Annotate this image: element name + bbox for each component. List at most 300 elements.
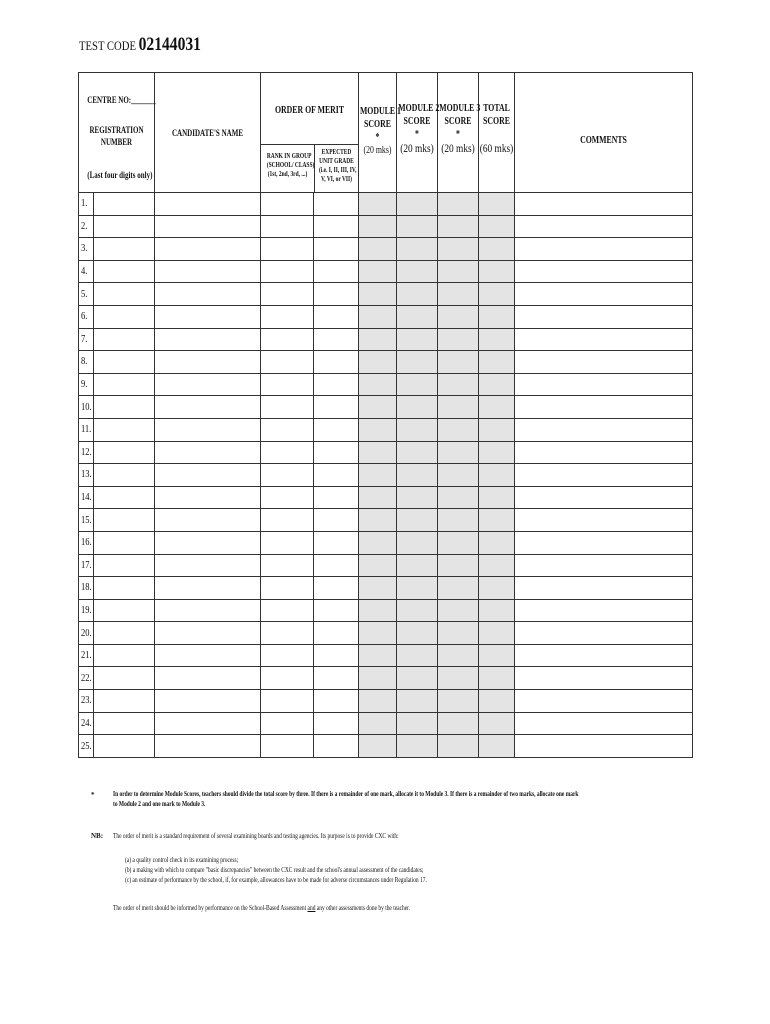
comments-cell[interactable] <box>515 531 693 554</box>
order-of-merit-table <box>78 72 693 758</box>
module-3-cell[interactable] <box>438 193 479 216</box>
module-1-cell[interactable] <box>359 644 397 667</box>
registration-cell[interactable] <box>94 531 155 554</box>
module-1-cell[interactable] <box>359 238 397 261</box>
row-number <box>79 486 94 509</box>
module-2-cell[interactable] <box>397 712 438 735</box>
expected-grade-cell[interactable] <box>314 373 359 396</box>
registration-cell[interactable] <box>94 396 155 419</box>
total-score-cell[interactable] <box>479 509 515 532</box>
comments-cell[interactable] <box>515 622 693 645</box>
module-1-cell[interactable] <box>359 260 397 283</box>
total-score-cell[interactable] <box>479 328 515 351</box>
module-3-cell[interactable] <box>438 735 479 758</box>
table-row <box>79 396 693 419</box>
module-2-cell[interactable] <box>397 554 438 577</box>
rank-cell[interactable] <box>261 531 314 554</box>
candidate-name-cell[interactable] <box>155 622 261 645</box>
expected-grade-cell[interactable] <box>314 215 359 238</box>
table-row <box>79 735 693 758</box>
comments-cell[interactable] <box>515 193 693 216</box>
row-number-label: 20. <box>81 627 92 639</box>
rank-cell[interactable] <box>261 373 314 396</box>
order-of-merit-label: ORDER OF MERIT <box>274 105 345 116</box>
rank-cell[interactable] <box>261 667 314 690</box>
module-1-cell[interactable] <box>359 554 397 577</box>
module-3-cell[interactable] <box>438 667 479 690</box>
total-score-header <box>479 73 515 193</box>
module-1-cell[interactable] <box>359 305 397 328</box>
expected-grade-cell[interactable] <box>314 305 359 328</box>
module-2-cell[interactable] <box>397 486 438 509</box>
row-number <box>79 441 94 464</box>
comments-cell[interactable] <box>515 554 693 577</box>
total-score-cell[interactable] <box>479 712 515 735</box>
row-number <box>79 418 94 441</box>
expected-grade-cell[interactable] <box>314 644 359 667</box>
candidate-name-cell[interactable] <box>155 577 261 600</box>
row-number-label: 21. <box>81 650 92 662</box>
comments-cell[interactable] <box>515 418 693 441</box>
candidate-name-cell[interactable] <box>155 418 261 441</box>
registration-cell[interactable] <box>94 215 155 238</box>
candidate-name-cell[interactable] <box>155 351 261 374</box>
comments-cell[interactable] <box>515 238 693 261</box>
registration-cell[interactable] <box>94 328 155 351</box>
expected-grade-cell[interactable] <box>314 283 359 306</box>
row-number-label: 17. <box>81 559 92 571</box>
registration-cell[interactable] <box>94 193 155 216</box>
module-3-cell[interactable] <box>438 396 479 419</box>
candidate-name-cell[interactable] <box>155 735 261 758</box>
comments-cell[interactable] <box>515 441 693 464</box>
nb-item-a: (a) a quality control check in its examining process; <box>125 856 239 864</box>
total-score-cell[interactable] <box>479 283 515 306</box>
module-2-cell[interactable] <box>397 599 438 622</box>
table-row <box>79 531 693 554</box>
registration-label: REGISTRATION NUMBER <box>89 125 144 147</box>
order-of-merit-header <box>261 73 359 193</box>
comments-cell[interactable] <box>515 712 693 735</box>
module-3-cell[interactable] <box>438 577 479 600</box>
module-1-cell[interactable] <box>359 667 397 690</box>
module-1-cell[interactable] <box>359 373 397 396</box>
module-2-cell[interactable] <box>397 690 438 713</box>
row-number <box>79 464 94 487</box>
module-3-cell[interactable] <box>438 622 479 645</box>
registration-cell[interactable] <box>94 238 155 261</box>
module-1-cell[interactable] <box>359 735 397 758</box>
candidate-name-cell[interactable] <box>155 441 261 464</box>
total-score-cell[interactable] <box>479 373 515 396</box>
table-row <box>79 328 693 351</box>
rank-cell[interactable] <box>261 735 314 758</box>
table-row <box>79 644 693 667</box>
row-number <box>79 577 94 600</box>
expected-grade-cell[interactable] <box>314 260 359 283</box>
expected-grade-cell[interactable] <box>314 735 359 758</box>
module-2-cell[interactable] <box>397 193 438 216</box>
rank-cell[interactable] <box>261 690 314 713</box>
registration-cell[interactable] <box>94 599 155 622</box>
table-row <box>79 238 693 261</box>
comments-cell[interactable] <box>515 735 693 758</box>
table-row <box>79 260 693 283</box>
module-2-cell[interactable] <box>397 215 438 238</box>
registration-cell[interactable] <box>94 260 155 283</box>
row-number-label: 8. <box>81 356 88 368</box>
candidate-name-cell[interactable] <box>155 396 261 419</box>
row-number <box>79 712 94 735</box>
row-number-label: 23. <box>81 695 92 707</box>
rank-cell[interactable] <box>261 599 314 622</box>
rank-cell[interactable] <box>261 644 314 667</box>
module-score-note: In order to determine Module Scores, teachers should divide the total score by three. If there is a remainder of one mark, allocate it to Module 3. If there is a remainder of two marks, allocate one mark to Module 2 and one mark to Module 3. <box>113 790 579 809</box>
module-2-cell[interactable] <box>397 622 438 645</box>
candidate-name-cell[interactable] <box>155 667 261 690</box>
rank-cell[interactable] <box>261 622 314 645</box>
table-row <box>79 373 693 396</box>
registration-cell[interactable] <box>94 373 155 396</box>
total-score-cell[interactable] <box>479 599 515 622</box>
rank-cell[interactable] <box>261 396 314 419</box>
module-1-cell[interactable] <box>359 351 397 374</box>
module-2-cell[interactable] <box>397 373 438 396</box>
row-number-label: 12. <box>81 446 92 458</box>
table-row <box>79 283 693 306</box>
module-3-cell[interactable] <box>438 464 479 487</box>
expected-grade-cell[interactable] <box>314 441 359 464</box>
expected-grade-cell[interactable] <box>314 531 359 554</box>
module-3-cell[interactable] <box>438 373 479 396</box>
total-score-cell[interactable] <box>479 418 515 441</box>
module-1-cell[interactable] <box>359 441 397 464</box>
module-1-cell[interactable] <box>359 215 397 238</box>
module-2-cell[interactable] <box>397 418 438 441</box>
registration-cell[interactable] <box>94 644 155 667</box>
row-number-label: 7. <box>81 333 88 345</box>
comments-cell[interactable] <box>515 690 693 713</box>
total-score-cell[interactable] <box>479 735 515 758</box>
registration-cell[interactable] <box>94 667 155 690</box>
rank-cell[interactable] <box>261 260 314 283</box>
registration-cell[interactable] <box>94 554 155 577</box>
row-number-label: 11. <box>81 424 92 436</box>
module-3-cell[interactable] <box>438 305 479 328</box>
registration-cell[interactable] <box>94 283 155 306</box>
registration-cell[interactable] <box>94 509 155 532</box>
test-code-value: 02144031 <box>138 34 201 55</box>
total-score-cell[interactable] <box>479 193 515 216</box>
module-2-cell[interactable] <box>397 667 438 690</box>
module-3-cell[interactable] <box>438 238 479 261</box>
comments-header <box>515 73 693 193</box>
module-1-cell[interactable] <box>359 509 397 532</box>
module-3-cell[interactable] <box>438 215 479 238</box>
row-number-label: 5. <box>81 288 88 300</box>
rank-cell[interactable] <box>261 577 314 600</box>
nb-label: NB: <box>91 832 104 840</box>
row-number-label: 14. <box>81 492 92 504</box>
expected-grade-cell[interactable] <box>314 712 359 735</box>
module-2-cell[interactable] <box>397 644 438 667</box>
module-2-header <box>397 73 438 193</box>
rank-cell[interactable] <box>261 418 314 441</box>
test-code <box>79 34 201 56</box>
total-score-cell[interactable] <box>479 441 515 464</box>
module-1-cell[interactable] <box>359 486 397 509</box>
module-3-cell[interactable] <box>438 486 479 509</box>
row-number-label: 16. <box>81 537 92 549</box>
expected-grade-cell[interactable] <box>314 396 359 419</box>
total-score-cell[interactable] <box>479 531 515 554</box>
row-number-label: 2. <box>81 220 88 232</box>
module-3-cell[interactable] <box>438 283 479 306</box>
total-score-cell[interactable] <box>479 577 515 600</box>
comments-cell[interactable] <box>515 328 693 351</box>
candidate-name-cell[interactable] <box>155 283 261 306</box>
total-score-cell[interactable] <box>479 305 515 328</box>
row-number <box>79 305 94 328</box>
total-score-cell[interactable] <box>479 667 515 690</box>
comments-cell[interactable] <box>515 283 693 306</box>
module-1-cell[interactable] <box>359 531 397 554</box>
module-1-cell[interactable] <box>359 193 397 216</box>
row-number <box>79 531 94 554</box>
rank-cell[interactable] <box>261 712 314 735</box>
registration-cell[interactable] <box>94 305 155 328</box>
table-row <box>79 441 693 464</box>
module-3-cell[interactable] <box>438 599 479 622</box>
candidate-name-cell[interactable] <box>155 644 261 667</box>
module-3-cell[interactable] <box>438 441 479 464</box>
module-3-cell[interactable] <box>438 531 479 554</box>
module-2-cell[interactable] <box>397 328 438 351</box>
comments-cell[interactable] <box>515 486 693 509</box>
candidate-name-cell[interactable] <box>155 531 261 554</box>
module-1-cell[interactable] <box>359 712 397 735</box>
row-number-label: 24. <box>81 717 92 729</box>
row-number <box>79 215 94 238</box>
row-number-label: 19. <box>81 604 92 616</box>
rank-cell[interactable] <box>261 328 314 351</box>
comments-cell[interactable] <box>515 305 693 328</box>
row-number <box>79 351 94 374</box>
comments-cell[interactable] <box>515 577 693 600</box>
comments-cell[interactable] <box>515 260 693 283</box>
rank-cell[interactable] <box>261 509 314 532</box>
table-row <box>79 554 693 577</box>
candidate-name-cell[interactable] <box>155 215 261 238</box>
registration-cell[interactable] <box>94 735 155 758</box>
registration-cell[interactable] <box>94 351 155 374</box>
asterisk-marker: * <box>91 791 95 799</box>
expected-grade-cell[interactable] <box>314 193 359 216</box>
rank-cell[interactable] <box>261 441 314 464</box>
module-3-cell[interactable] <box>438 712 479 735</box>
total-score-cell[interactable] <box>479 464 515 487</box>
table-row <box>79 418 693 441</box>
module-1-cell[interactable] <box>359 599 397 622</box>
rank-cell[interactable] <box>261 238 314 261</box>
candidate-name-cell[interactable] <box>155 464 261 487</box>
module-2-cell[interactable] <box>397 464 438 487</box>
candidate-name-cell[interactable] <box>155 238 261 261</box>
nb-item-b: (b) a making with which to compare "basic discrepancies" between the CXC result and the school's annual assessment of the candidates; <box>125 866 424 875</box>
candidate-name-cell[interactable] <box>155 260 261 283</box>
expected-grade-cell[interactable] <box>314 622 359 645</box>
table-row <box>79 622 693 645</box>
candidate-name-cell[interactable] <box>155 599 261 622</box>
rank-cell[interactable] <box>261 486 314 509</box>
module-1-cell[interactable] <box>359 283 397 306</box>
comments-cell[interactable] <box>515 667 693 690</box>
rank-cell[interactable] <box>261 351 314 374</box>
rank-cell[interactable] <box>261 554 314 577</box>
module-2-cell[interactable] <box>397 238 438 261</box>
table-row <box>79 464 693 487</box>
rank-cell[interactable] <box>261 305 314 328</box>
expected-grade-cell[interactable] <box>314 486 359 509</box>
comments-cell[interactable] <box>515 396 693 419</box>
candidate-name-header <box>155 73 261 193</box>
table-row <box>79 599 693 622</box>
comments-cell[interactable] <box>515 644 693 667</box>
module-3-cell[interactable] <box>438 328 479 351</box>
comments-cell[interactable] <box>515 464 693 487</box>
candidate-name-cell[interactable] <box>155 373 261 396</box>
module-2-cell[interactable] <box>397 509 438 532</box>
row-number <box>79 599 94 622</box>
module-3-cell[interactable] <box>438 690 479 713</box>
comments-cell[interactable] <box>515 509 693 532</box>
total-score-cell[interactable] <box>479 690 515 713</box>
module-2-cell[interactable] <box>397 441 438 464</box>
table-row <box>79 486 693 509</box>
total-score-cell[interactable] <box>479 351 515 374</box>
total-score-cell[interactable] <box>479 622 515 645</box>
rank-cell[interactable] <box>261 283 314 306</box>
candidate-name-cell[interactable] <box>155 193 261 216</box>
total-score-cell[interactable] <box>479 644 515 667</box>
module-1-cell[interactable] <box>359 418 397 441</box>
comments-cell[interactable] <box>515 373 693 396</box>
candidate-name-cell[interactable] <box>155 509 261 532</box>
candidate-name-cell[interactable] <box>155 690 261 713</box>
row-number <box>79 238 94 261</box>
module-2-label: MODULE 2 SCORE * (20 mks) <box>398 103 440 155</box>
comments-cell[interactable] <box>515 215 693 238</box>
row-number <box>79 328 94 351</box>
total-score-cell[interactable] <box>479 396 515 419</box>
candidate-name-cell[interactable] <box>155 554 261 577</box>
expected-grade-cell[interactable] <box>314 418 359 441</box>
row-number-label: 22. <box>81 672 92 684</box>
module-1-cell[interactable] <box>359 622 397 645</box>
expected-grade-cell[interactable] <box>314 351 359 374</box>
registration-cell[interactable] <box>94 418 155 441</box>
expected-grade-cell[interactable] <box>314 599 359 622</box>
registration-cell[interactable] <box>94 486 155 509</box>
test-code-label: TEST CODE <box>79 38 136 53</box>
module-2-cell[interactable] <box>397 531 438 554</box>
registration-cell[interactable] <box>94 690 155 713</box>
module-2-cell[interactable] <box>397 735 438 758</box>
expected-grade-cell[interactable] <box>314 464 359 487</box>
expected-grade-cell[interactable] <box>314 690 359 713</box>
comments-cell[interactable] <box>515 351 693 374</box>
module-1-cell[interactable] <box>359 328 397 351</box>
module-3-cell[interactable] <box>438 418 479 441</box>
rank-cell[interactable] <box>261 215 314 238</box>
module-3-cell[interactable] <box>438 554 479 577</box>
module-2-cell[interactable] <box>397 351 438 374</box>
expected-grade-cell[interactable] <box>314 238 359 261</box>
table-row <box>79 193 693 216</box>
expected-grade-cell[interactable] <box>314 667 359 690</box>
candidate-name-cell[interactable] <box>155 305 261 328</box>
expected-grade-cell[interactable] <box>314 328 359 351</box>
module-1-cell[interactable] <box>359 396 397 419</box>
row-number <box>79 509 94 532</box>
total-score-cell[interactable] <box>479 238 515 261</box>
table-row <box>79 577 693 600</box>
registration-cell[interactable] <box>94 441 155 464</box>
row-number <box>79 735 94 758</box>
row-number-label: 9. <box>81 379 88 391</box>
rank-cell[interactable] <box>261 464 314 487</box>
module-2-cell[interactable] <box>397 283 438 306</box>
module-1-cell[interactable] <box>359 690 397 713</box>
module-3-cell[interactable] <box>438 351 479 374</box>
row-number <box>79 622 94 645</box>
registration-cell[interactable] <box>94 577 155 600</box>
module-2-cell[interactable] <box>397 260 438 283</box>
module-3-cell[interactable] <box>438 644 479 667</box>
module-3-header <box>438 73 479 193</box>
total-score-cell[interactable] <box>479 554 515 577</box>
candidate-name-cell[interactable] <box>155 712 261 735</box>
expected-grade-cell[interactable] <box>314 577 359 600</box>
module-2-cell[interactable] <box>397 396 438 419</box>
module-2-cell[interactable] <box>397 577 438 600</box>
total-score-cell[interactable] <box>479 486 515 509</box>
registration-cell[interactable] <box>94 464 155 487</box>
registration-cell[interactable] <box>94 712 155 735</box>
total-score-cell[interactable] <box>479 260 515 283</box>
expected-grade-cell[interactable] <box>314 554 359 577</box>
candidate-name-cell[interactable] <box>155 328 261 351</box>
expected-grade-cell[interactable] <box>314 509 359 532</box>
rank-cell[interactable] <box>261 193 314 216</box>
candidate-name-cell[interactable] <box>155 486 261 509</box>
module-1-cell[interactable] <box>359 577 397 600</box>
module-1-cell[interactable] <box>359 464 397 487</box>
total-score-cell[interactable] <box>479 215 515 238</box>
registration-cell[interactable] <box>94 622 155 645</box>
centre-no-label: CENTRE NO:_______ <box>87 95 156 105</box>
module-3-cell[interactable] <box>438 260 479 283</box>
comments-label: COMMENTS <box>580 135 627 146</box>
centre-registration-header <box>79 73 155 193</box>
table-row <box>79 305 693 328</box>
comments-cell[interactable] <box>515 599 693 622</box>
module-3-cell[interactable] <box>438 509 479 532</box>
nb-item-c: (c) an estimate of performance by the school, if, for example, allowances have to be made for adverse circumstances under Regulation 17. <box>125 876 427 885</box>
total-score-label: TOTAL SCORE (60 mks) <box>479 103 514 155</box>
row-number <box>79 396 94 419</box>
module-2-cell[interactable] <box>397 305 438 328</box>
